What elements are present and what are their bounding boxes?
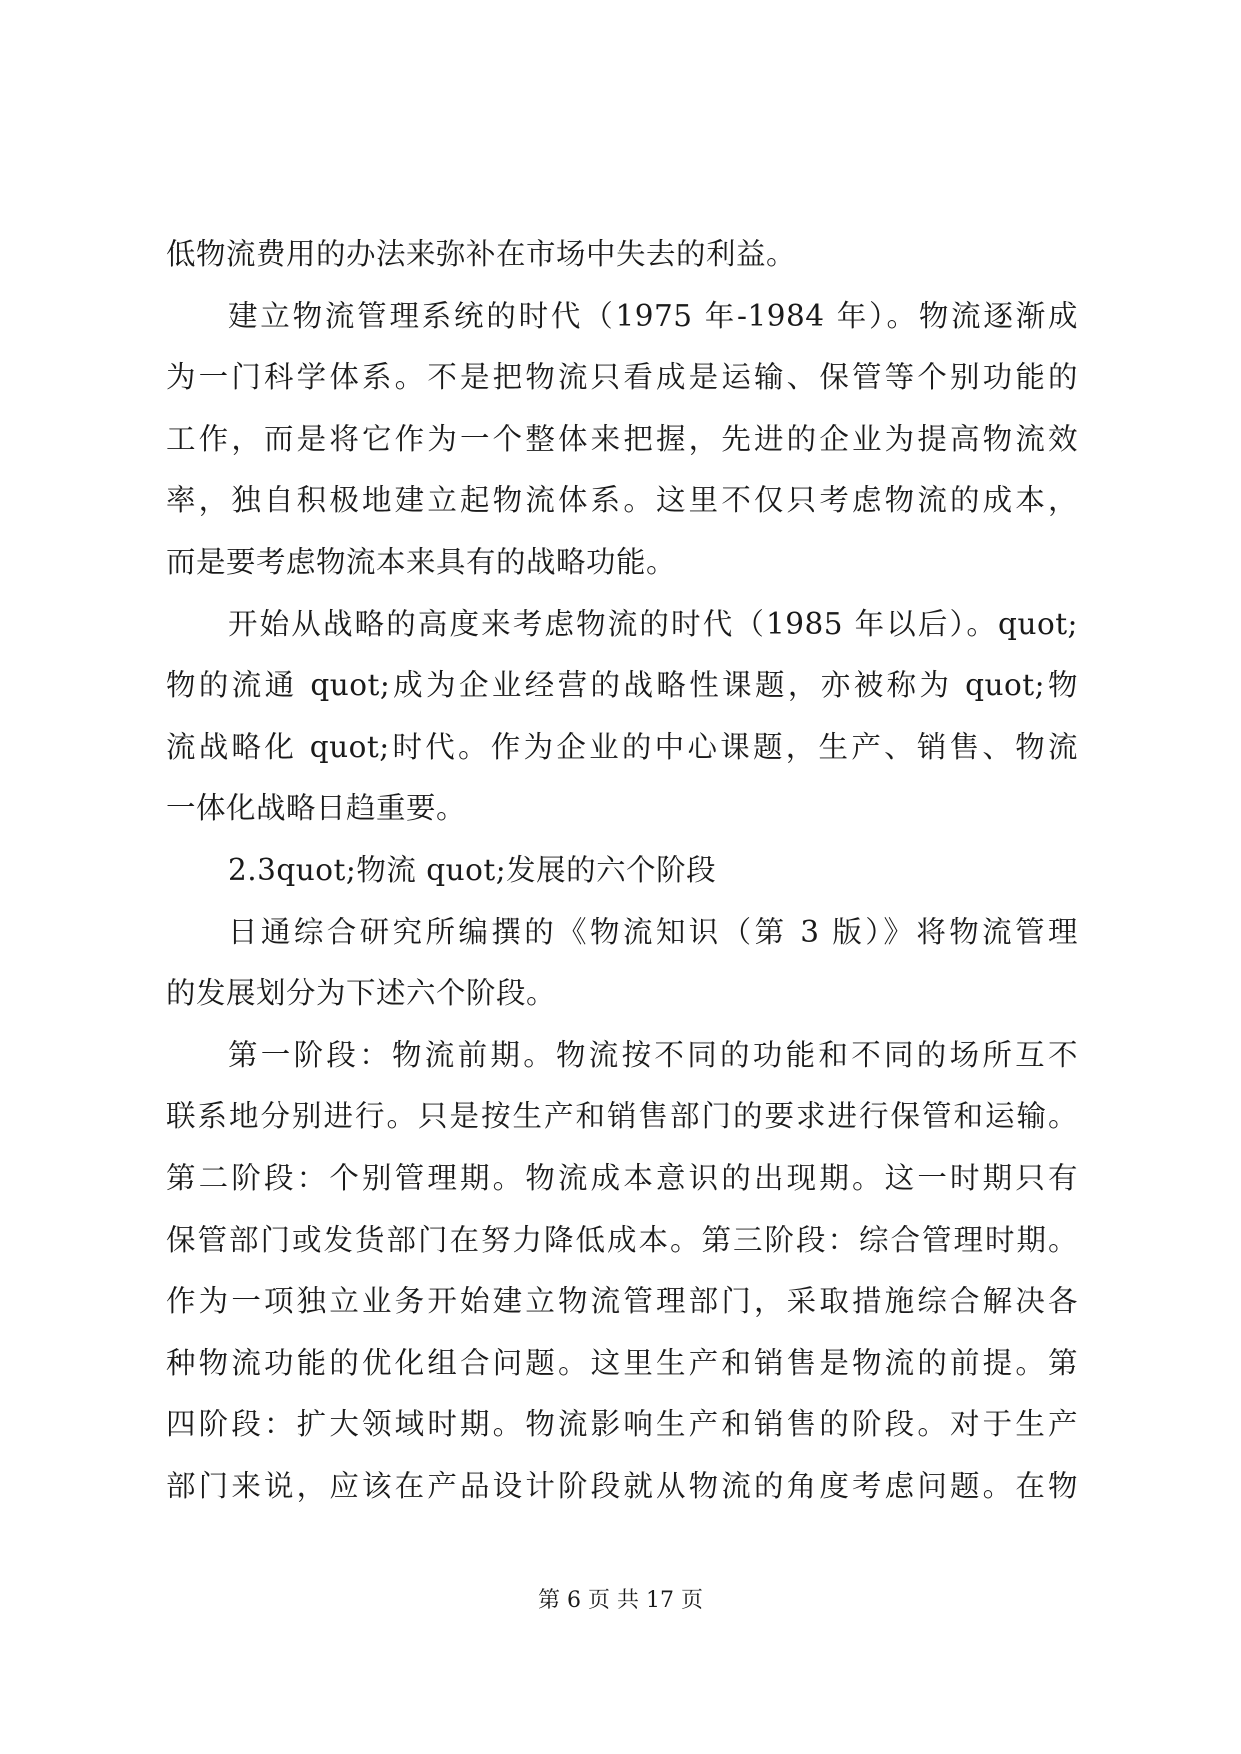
text-line: 低物流费用的办法来弥补在市场中失去的利益。 — [166, 237, 797, 271]
page-number-footer: 第 6 页 共 17 页 — [538, 1588, 703, 1613]
text-line: 率，独自积极地建立起物流体系。这里不仅只考虑物流的成本， — [166, 483, 1078, 518]
text-line: 而是要考虑物流本来具有的战略功能。 — [166, 544, 677, 579]
text-line: 种物流功能的优化组合问题。这里生产和销售是物流的前提。第 — [166, 1345, 1078, 1380]
text-line: 物的流通 quot;成为企业经营的战略性课题，亦被称为 quot;物 — [166, 668, 1078, 703]
text-line: 工作，而是将它作为一个整体来把握，先进的企业为提高物流效 — [166, 421, 1078, 456]
text-line: 一体化战略日趋重要。 — [166, 791, 467, 826]
text-line: 流战略化 quot;时代。作为企业的中心课题，生产、销售、物流 — [166, 729, 1078, 764]
text-line: 建立物流管理系统的时代（1975 年-1984 年）。物流逐渐成 — [228, 298, 1078, 333]
text-line: 为一门科学体系。不是把物流只看成是运输、保管等个别功能的 — [166, 360, 1078, 395]
text-line: 开始从战略的高度来考虑物流的时代（1985 年以后）。quot; — [228, 606, 1078, 641]
text-line: 2.3quot;物流 quot;发展的六个阶段 — [228, 852, 717, 887]
text-line: 联系地分别进行。只是按生产和销售部门的要求进行保管和运输。 — [166, 1099, 1078, 1134]
text-line: 第一阶段：物流前期。物流按不同的功能和不同的场所互不 — [228, 1037, 1078, 1072]
text-line: 的发展划分为下述六个阶段。 — [166, 976, 557, 1011]
text-line: 四阶段：扩大领域时期。物流影响生产和销售的阶段。对于生产 — [166, 1407, 1078, 1442]
text-line: 部门来说，应该在产品设计阶段就从物流的角度考虑问题。在物 — [166, 1468, 1078, 1503]
text-line: 保管部门或发货部门在努力降低成本。第三阶段：综合管理时期。 — [166, 1222, 1078, 1257]
text-line: 日通综合研究所编撰的《物流知识（第 3 版）》将物流管理 — [228, 914, 1078, 949]
text-line: 第二阶段：个别管理期。物流成本意识的出现期。这一时期只有 — [166, 1160, 1078, 1195]
text-line: 作为一项独立业务开始建立物流管理部门，采取措施综合解决各 — [166, 1284, 1078, 1319]
body-text — [166, 224, 1078, 1517]
